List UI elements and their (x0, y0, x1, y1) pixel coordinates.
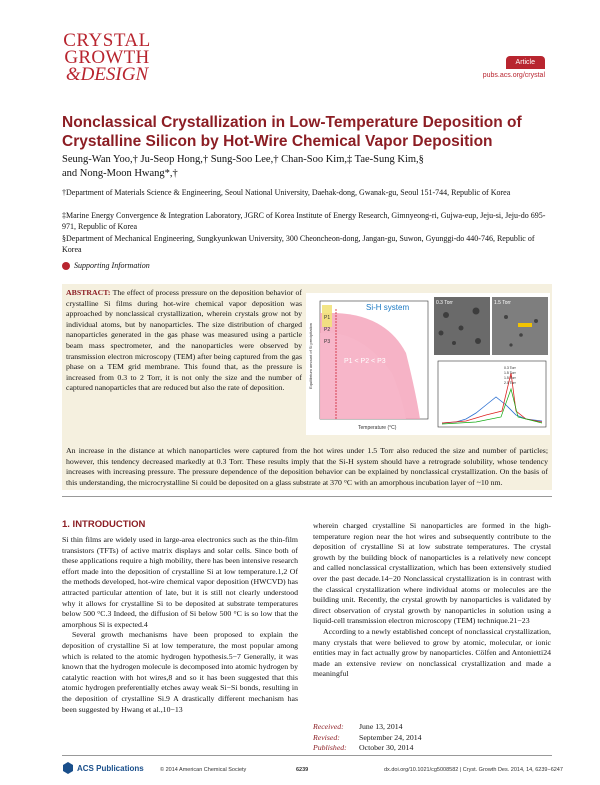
received-date: June 13, 2014 (359, 722, 403, 731)
left-paragraph-1: Si thin films are widely used in large-area electronics such as the thin-film transistors (TFTs) of active matrix displays and solar cells. Since both of these applications require a high mobility, there has been intensive research effort made into the deposition of crystalline Si at low temperature.1,2 Of the methods developed, hot-wire chemical vapor deposition (HWCVD) has attracted particular attention of late, but it is still not clearly understood why it allows for crystalline Si to be deposited at substrate temperatures below 500 °C.3 Indeed, the diffusion of Si below 500 °C is so low that the amorphous Si is expected.4 (62, 535, 298, 629)
journal-url[interactable]: pubs.acs.org/crystal (482, 72, 545, 79)
pressure-inequality: P1 < P2 < P3 (344, 358, 386, 365)
abstract-label: ABSTRACT: (66, 288, 111, 297)
acs-hexagon-icon (62, 762, 74, 774)
received-label: Received: (313, 722, 344, 731)
legend-3: 1.5 Torr (504, 376, 516, 380)
toc-graphic (306, 293, 550, 435)
abstract-part1: The effect of process pressure on the deposition behavior of crystalline Si films during hot-wire chemical vapor deposition was approached by nonclassical crystallization, wherein crystals grow not by individual atoms, but by nanoparticles. The size distribution of charged nanoparticles generated in the gas phase was measured using a particle beam mass spectrometer, and the nanoparticles were observed by transmission electron microscopy (TEM) after being captured from the gas phase on a TEM grid membrane. This found that, as the pressure is increased from 0.3 to 2 Torr, it is not only the size and the number of captured nanoparticles that are reduced but also the rate of deposition. (66, 288, 302, 393)
p3-label: P3 (324, 339, 331, 345)
system-label: Si-H system (366, 303, 410, 312)
published-date: October 30, 2014 (359, 743, 414, 753)
acs-publications-logo (62, 762, 144, 774)
journal-logo (62, 32, 152, 83)
right-paragraph-1: wherein charged crystalline Si nanoparticles are formed in the high-temperature region near the hot wires and subsequently contribute to the deposition of crystalline Si at low substrate temperatures. The crystal growth by the building block of nanoparticles is a relatively new concept and called nonclassical crystallization, which has been extensively studied over the past decade.14−20 Nonclassical crystallization is in contrast with the classical crystallization where individual atoms or molecules are the building unit. Recently, the crystal growth by nanoparticles is validated by direct observation of crystal growth by nanoparticles in solution using a liquid-cell transmission electron microscopy (TEM) technique.21−23 (313, 521, 551, 626)
section-heading-introduction: 1. INTRODUCTION (62, 519, 146, 530)
authors-line2: and Nong-Moon Hwang*,† (62, 168, 178, 179)
right-column (313, 521, 551, 680)
abstract-text-part1 (66, 288, 302, 394)
footer-divider (62, 755, 552, 756)
supporting-info-link[interactable] (62, 261, 150, 270)
affiliation-3: §Department of Mechanical Engineering, Sungkyunkwan University, 300 Cheoncheon-dong, Jangan-gu, Suwon, Gyunggi-do 440-746, Republic of Korea (62, 234, 535, 254)
divider (62, 496, 552, 497)
logo-line3: &DESIGN (65, 64, 149, 85)
doi-citation[interactable]: dx.doi.org/10.1021/cg5008582 | Cryst. Growth Des. 2014, 14, 6239−6247 (384, 767, 563, 773)
p1-label: P1 (324, 315, 331, 321)
article-type-badge: Article (506, 56, 545, 69)
revised-label: Revised: (313, 732, 340, 742)
left-column (62, 535, 298, 715)
page-number: 6239 (296, 767, 309, 773)
mass-spectrum-plot (438, 361, 546, 427)
publisher-name: ACS Publications (77, 763, 144, 773)
x-axis-label: Temperature (°C) (358, 425, 397, 431)
supporting-info-icon (62, 262, 70, 270)
tem2-label: 1.5 Torr (494, 300, 511, 306)
affiliation-1: †Department of Materials Science & Engineering, Seoul National University, Daehak-dong, Gwanak-gu, Seoul 151-744, Republic of Korea (62, 188, 511, 197)
published-label: Published: (313, 743, 347, 753)
copyright: © 2014 American Chemical Society (160, 767, 247, 773)
authors (62, 153, 552, 181)
tem1-label: 0.3 Torr (436, 300, 453, 306)
revised-date: September 24, 2014 (359, 732, 422, 742)
authors-line1: Seung-Wan Yoo,† Ju-Seop Hong,† Sung-Soo Lee,† Chan-Soo Kim,‡ Tae-Sung Kim,§ (62, 154, 424, 165)
left-paragraph-2: Several growth mechanisms have been proposed to explain the deposition of crystalline Si at low temperature, the most popular among which is related to the atomic hydrogen hypothesis.5−7 Generally, it was known that the hydrogen molecule is decomposed into atomic hydrogen by catalytic reaction with hot wires,8 and so it has been suggested that this atomic hydrogen preferentially etches away weak Si−Si bonds, resulting in the deposition of crystalline Si.9 A drastically different mechanism has been suggested by Hwang et al.,10−13 (62, 630, 298, 714)
legend-1: 0.3 Torr (504, 366, 516, 370)
right-paragraph-2: According to a newly established concept of nonclassical crystallization, many crystals that were believed to grow by atomic, molecular, or ionic entities may in fact actually grow by nanoparticles. Cölfen and Antonietti24 made an extensive review on nonclassical crystallization and made a meaningful (313, 626, 551, 679)
affiliation-2: ‡Marine Energy Convergence & Integration Laboratory, JGRC of Korea Institute of Energy Research, Gimnyeong-ri, Gujwa-eup, Jeju-si, Jeju-do 695-971, Republic of Korea (62, 211, 546, 231)
paper-title: Nonclassical Crystallization in Low-Temperature Deposition of Crystalline Silicon by Hot-Wire Chemical Vapor Deposition (62, 114, 522, 150)
y-axis-label: Equilibrium amount of Si precipitation (308, 322, 313, 389)
legend-4: 2.0 Torr (504, 381, 516, 385)
p2-label: P2 (324, 327, 331, 333)
logo-line2: GROWTH (64, 47, 150, 68)
abstract-part2: An increase in the distance at which nanoparticles were captured from the hot wires under 1.5 Torr also reduced the size and number of particles; however, this tendency decreased markedly at 0.3 Torr. These results imply that the Si-H system should have a retrograde solubility, whose tendency increases with increasing pressure. The pressure dependence of the deposition behavior can be explained by nonclassical crystallization. On the basis of this understanding, the microcrystalline Si could be deposited on a glass substrate at 370 °C with an amorphous incubation layer of ~10 nm. (66, 446, 548, 487)
supporting-info-label: Supporting Information (74, 261, 150, 270)
legend-2: 1.5 Torr (504, 371, 516, 375)
logo-line1: CRYSTAL (63, 30, 151, 51)
dates-block (313, 722, 422, 754)
